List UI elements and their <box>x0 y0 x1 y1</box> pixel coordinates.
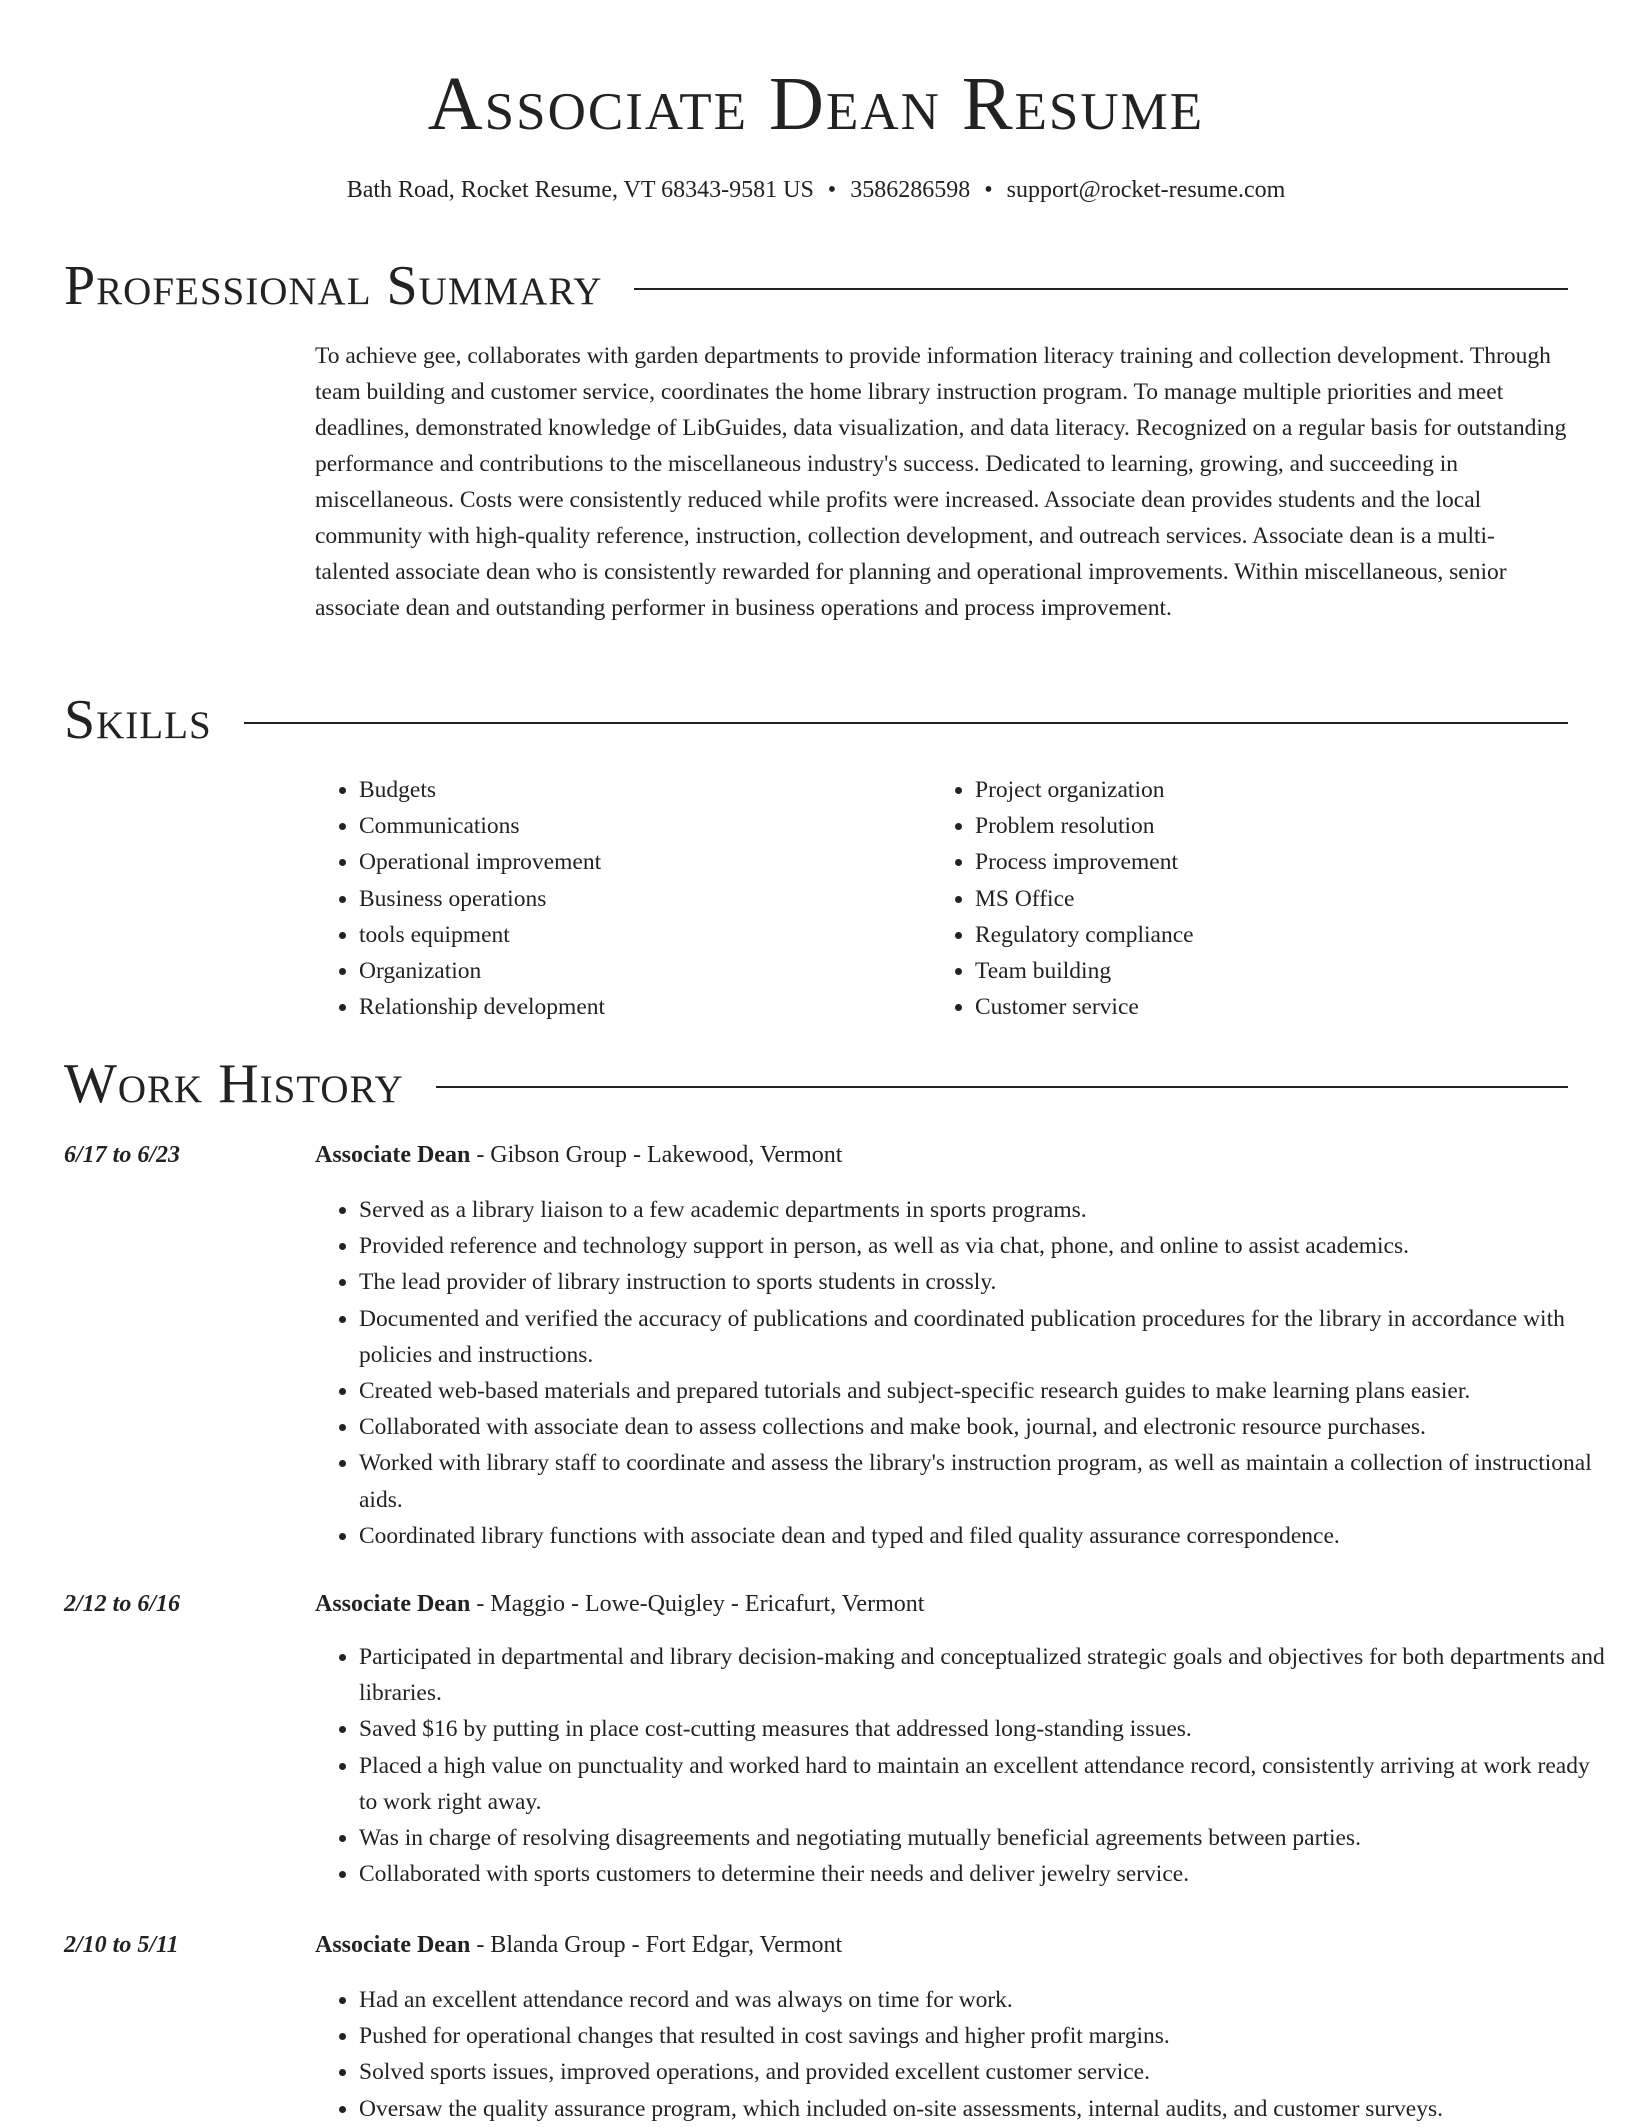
job-bullet: • Participated in departmental and library decision-making and conceptualized strategic goals and objectives for both departments and libraries. <box>359 1639 1612 1711</box>
address: Bath Road, Rocket Resume, VT 68343-9581 US <box>346 177 814 203</box>
job-bullet: • Pushed for operational changes that resulted in cost savings and higher profit margins. <box>359 2018 1612 2054</box>
job-title: Associate Dean <box>315 1142 471 1168</box>
job-bullet: • Worked with library staff to coordinate and assess the library's instruction program, as well as maintain a collection of instructional aids. <box>359 1445 1612 1517</box>
job-employer: - Maggio - Lowe-Quigley - Ericafurt, Vermont <box>470 1591 925 1617</box>
job-bullet: • Documented and verified the accuracy of publications and coordinated publication procedures for the library in accordance with policies and instructions. <box>359 1301 1612 1373</box>
job-bullet: • Provided reference and technology support in person, as well as via chat, phone, and online to assist academics. <box>359 1228 1612 1264</box>
section-heading-work: Work History <box>64 1053 404 1115</box>
summary-text: To achieve gee, collaborates with garden departments to provide information literacy training and collection development. Through team building and customer service, coordinates the home library instruction program. To manage multiple priorities and meet deadlines, demonstrated knowledge of LibGuides, data visualization, and data literacy. Recognized on a regular basis for outstanding performance and contributions to the miscellaneous industry's success. Dedicated to learning, growing, and succeeding in miscellaneous. Costs were consistently reduced while profits were increased. Associate dean provides students and the local community with high-quality reference, instruction, collection development, and outreach services. Associate dean is a multi-talented associate dean who is consistently rewarded for planning and operational improvements. Within miscellaneous, senior associate dean and outstanding performer in business operations and process improvement. <box>315 343 1567 621</box>
job-bullets <box>315 1639 1612 1892</box>
section-divider <box>244 722 1568 724</box>
job-bullets <box>315 1982 1612 2127</box>
job-bullet: • Collaborated with sports customers to determine their needs and deliver jewelry service. <box>359 1856 1612 1892</box>
skill-item: • Organization <box>359 953 919 989</box>
skill-item: • Customer service <box>975 989 1535 1025</box>
job-bullet: • Created web-based materials and prepared tutorials and subject-specific research guides to make learning plans easier. <box>359 1373 1612 1409</box>
section-divider <box>436 1086 1568 1088</box>
job-dates: 6/17 to 6/23 <box>64 1142 181 1168</box>
skill-item: • Team building <box>975 953 1535 989</box>
job-bullet: • Had an excellent attendance record and was always on time for work. <box>359 1982 1612 2018</box>
job-bullet: • Saved $16 by putting in place cost-cutting measures that addressed long-standing issues. <box>359 1711 1612 1747</box>
phone: 3586286598 <box>850 177 971 203</box>
job-bullets <box>315 1192 1612 1554</box>
job-bullet: • Placed a high value on punctuality and worked hard to maintain an excellent attendance record, consistently arriving at work ready to work right away. <box>359 1748 1612 1820</box>
skill-item: • Communications <box>359 808 919 844</box>
job-title: Associate Dean <box>315 1932 471 1958</box>
job-heading <box>315 1927 1568 1963</box>
skills-list-left <box>315 772 919 1025</box>
section-heading-skills: Skills <box>64 689 212 751</box>
job-bullet: • The lead provider of library instruction to sports students in crossly. <box>359 1264 1612 1300</box>
section-heading-summary: Professional Summary <box>64 255 603 317</box>
skill-item: • Budgets <box>359 772 919 808</box>
skill-item: • Regulatory compliance <box>975 917 1535 953</box>
job-bullet: • Coordinated library functions with associate dean and typed and filed quality assurance correspondence. <box>359 1518 1612 1554</box>
skill-item: • Operational improvement <box>359 844 919 880</box>
skills-list-right <box>931 772 1535 1025</box>
email: support@rocket-resume.com <box>1006 177 1286 203</box>
skill-item: • Process improvement <box>975 844 1535 880</box>
work-section-header <box>64 1052 1568 1116</box>
skill-item: • tools equipment <box>359 917 919 953</box>
job-dates: 2/12 to 6/16 <box>64 1591 181 1617</box>
skills-section-header <box>64 688 1568 752</box>
skill-item: • Problem resolution <box>975 808 1535 844</box>
job-bullet: • Collaborated with associate dean to assess collections and make book, journal, and electronic resource purchases. <box>359 1409 1612 1445</box>
job-title: Associate Dean <box>315 1591 471 1617</box>
skill-item: • Relationship development <box>359 989 919 1025</box>
job-bullet: • Solved sports issues, improved operations, and provided excellent customer service. <box>359 2054 1612 2090</box>
resume-title: Associate Dean Resume <box>427 62 1205 146</box>
job-dates: 2/10 to 5/11 <box>64 1932 179 1958</box>
separator: • <box>827 177 837 203</box>
skill-item: • Business operations <box>359 881 919 917</box>
job-bullet: • Oversaw the quality assurance program, which included on-site assessments, internal audits, and customer surveys. <box>359 2091 1612 2127</box>
skill-item: • MS Office <box>975 881 1535 917</box>
summary-section-header <box>64 254 1568 318</box>
separator: • <box>984 177 993 203</box>
section-divider <box>634 288 1568 290</box>
contact-line <box>0 174 1632 206</box>
job-heading <box>315 1586 1568 1622</box>
job-heading <box>315 1137 1568 1173</box>
job-bullet: • Was in charge of resolving disagreements and negotiating mutually beneficial agreements between parties. <box>359 1820 1612 1856</box>
job-employer: - Gibson Group - Lakewood, Vermont <box>470 1142 843 1168</box>
job-bullet: • Served as a library liaison to a few academic departments in sports programs. <box>359 1192 1612 1228</box>
skill-item: • Project organization <box>975 772 1535 808</box>
job-employer: - Blanda Group - Fort Edgar, Vermont <box>470 1932 843 1958</box>
